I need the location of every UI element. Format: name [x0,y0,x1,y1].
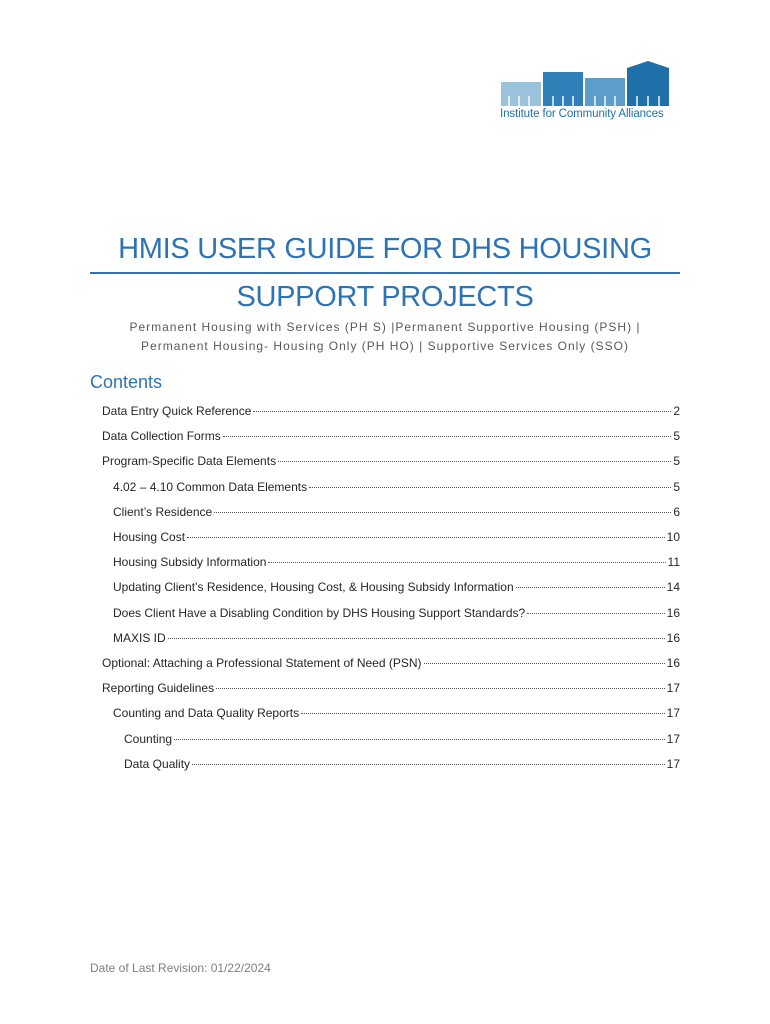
toc-entry-page: 14 [666,580,680,594]
toc-entry-page: 10 [666,530,680,544]
document-title [90,226,680,320]
toc-leader-dots [214,511,671,513]
toc-entry-page: 5 [673,454,680,468]
toc-entry-label: Optional: Attaching a Professional Statement of Need (PSN) [102,656,422,670]
toc-entry-label: Does Client Have a Disabling Condition by DHS Housing Support Standards? [113,606,526,620]
toc-entry-page: 2 [673,404,680,418]
toc-entry[interactable] [113,706,680,722]
logo-building-1 [501,82,541,106]
toc-entry-page: 11 [667,555,680,569]
toc-entry-label: Program-Specific Data Elements [102,454,277,468]
contents-heading: Contents [90,372,163,392]
toc-entry-label: Counting [124,732,173,746]
toc-entry[interactable] [113,631,680,647]
toc-entry-page: 5 [673,480,680,494]
toc-entry[interactable] [113,505,680,521]
toc-leader-dots [216,687,665,689]
toc-entry[interactable] [102,404,680,420]
toc-entry-label: Data Entry Quick Reference [102,404,252,418]
toc-entry-label: Housing Subsidy Information [113,555,267,569]
toc-entry-page: 17 [666,757,680,771]
toc-leader-dots [268,561,665,563]
toc-leader-dots [174,738,665,740]
logo-org-name: Institute for Community Alliances [500,108,664,120]
toc-leader-dots [278,460,671,462]
title-line-2: SUPPORT PROJECTS [236,281,534,313]
toc-entry-label: Updating Client’s Residence, Housing Cost, & Housing Subsidy Information [113,580,514,594]
toc-leader-dots [253,410,671,412]
toc-entry[interactable] [113,480,680,496]
toc-leader-dots [192,763,665,765]
toc-entry[interactable] [124,732,680,748]
toc-entry[interactable] [102,656,680,672]
toc-leader-dots [516,586,665,588]
subtitle-line-1: Permanent Housing with Services (PH S) |Permanent Supportive Housing (PSH) | [129,320,641,334]
toc-entry-label: 4.02 – 4.10 Common Data Elements [113,480,308,494]
title-line-1: HMIS USER GUIDE FOR DHS HOUSING [90,226,680,274]
toc-entry[interactable] [102,429,680,445]
toc-entry[interactable] [124,757,680,773]
toc-leader-dots [527,612,664,614]
toc-entry[interactable] [113,606,680,622]
toc-entry-label: MAXIS ID [113,631,166,645]
revision-date: Date of Last Revision: 01/22/2024 [90,961,271,975]
toc-entry-label: Counting and Data Quality Reports [113,706,300,720]
toc-entry[interactable] [102,454,680,470]
toc-entry-label: Housing Cost [113,530,186,544]
toc-entry[interactable] [113,580,680,596]
toc-entry-label: Data Quality [124,757,191,771]
toc-entry-page: 16 [666,631,680,645]
toc-entry-page: 17 [666,681,680,695]
toc-entry-page: 16 [666,656,680,670]
toc-entry-label: Client’s Residence [113,505,213,519]
toc-entry-page: 6 [673,505,680,519]
toc-leader-dots [309,486,671,488]
ica-logo [499,60,671,124]
toc-entry[interactable] [113,555,680,571]
toc-leader-dots [301,712,665,714]
toc-leader-dots [187,536,665,538]
subtitle-line-2: Permanent Housing- Housing Only (PH HO) | Supportive Services Only (SSO) [141,339,629,353]
toc-entry[interactable] [102,681,680,697]
toc-entry-page: 5 [673,429,680,443]
toc-entry[interactable] [113,530,680,546]
toc-leader-dots [424,662,665,664]
toc-leader-dots [168,637,665,639]
toc-leader-dots [223,435,672,437]
toc-entry-label: Data Collection Forms [102,429,221,443]
buildings-logo-icon [499,60,671,106]
toc-entry-page: 17 [666,706,680,720]
toc-entry-page: 16 [666,606,680,620]
toc-entry-page: 17 [666,732,680,746]
toc-entry-label: Reporting Guidelines [102,681,215,695]
document-subtitle [90,318,680,356]
